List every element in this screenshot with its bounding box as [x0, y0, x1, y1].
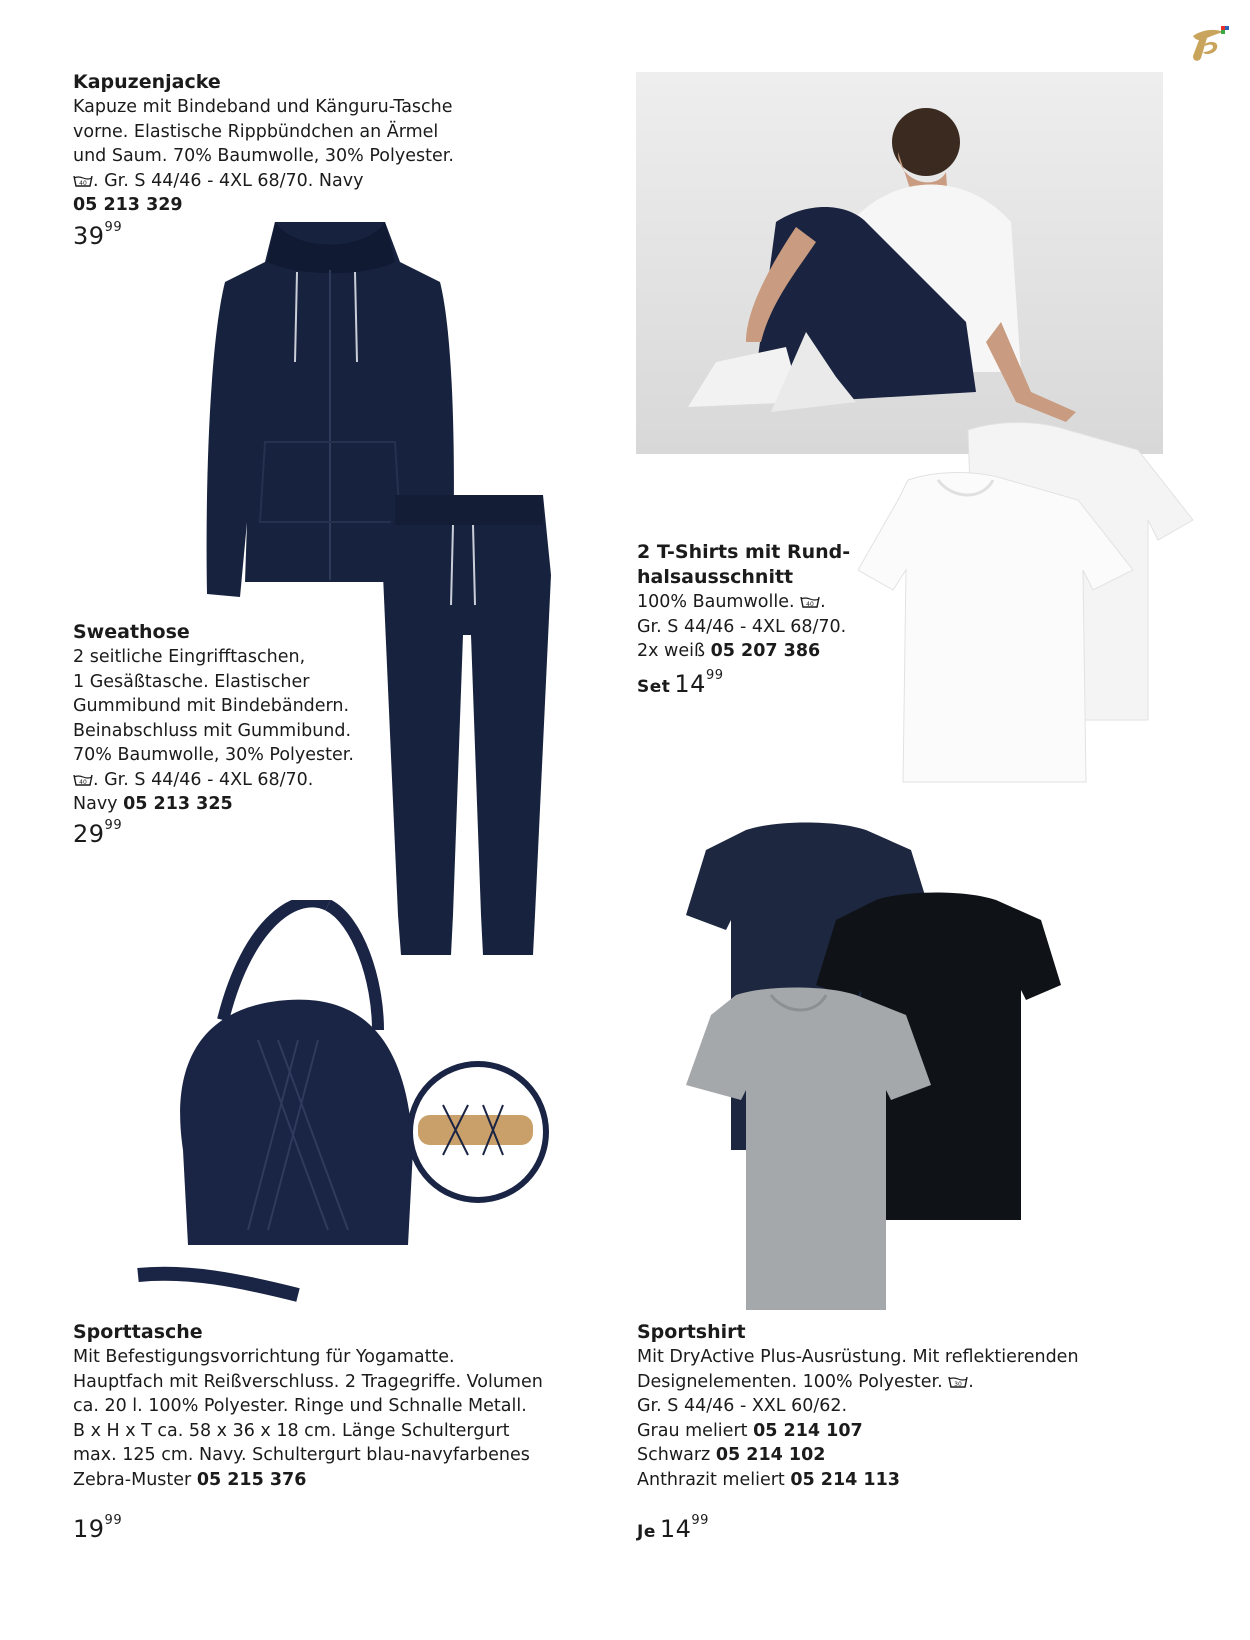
tshirts-article: 05 207 386 [710, 641, 821, 661]
sportbag-line-3: ca. 20 l. 100% Polyester. Ringe und Schnalle Metall. [73, 1396, 527, 1416]
pants-line-3: Gummibund mit Bindebändern. [73, 696, 350, 716]
wash-40-icon [73, 174, 93, 188]
hoodie-article: 05 213 329 [73, 195, 183, 215]
sportbag-line-5: max. 125 cm. Navy. Schultergurt blau-navyfarbenes [73, 1445, 530, 1465]
sportshirt-line-2: Designelementen. 100% Polyester. [637, 1371, 943, 1392]
hoodie-title: Kapuzenjacke [73, 71, 221, 93]
sportbag-line-1: Mit Befestigungsvorrichtung für Yogamatte. [73, 1347, 455, 1367]
hoodie-description [73, 70, 454, 218]
wash-40-icon [800, 595, 820, 609]
sportbag-description [73, 1320, 543, 1492]
sportbag-line-4: B x H x T ca. 58 x 36 x 18 cm. Länge Schultergurt [73, 1420, 510, 1441]
pants-description [73, 620, 354, 817]
pants-title: Sweathose [73, 621, 190, 643]
wash-30-icon [948, 1375, 968, 1389]
sportbag-article: 05 215 376 [196, 1469, 307, 1490]
tshirts-image [858, 420, 1203, 785]
pants-line-4: Beinabschluss mit Gummibund. [73, 720, 352, 741]
sportshirt-variant: Anthrazit meliert 05 214 113 [637, 1469, 900, 1490]
sportshirt-line-3: Gr. S 44/46 - XXL 60/62. [637, 1396, 848, 1416]
tshirts-line-2: Gr. S 44/46 - 4XL 68/70. [637, 616, 847, 637]
pants-article: 05 213 325 [123, 794, 233, 814]
pants-size: . Gr. S 44/46 - 4XL 68/70. [93, 769, 314, 790]
sportbag-last-line: Zebra-Muster [73, 1469, 192, 1490]
sportbag-price: $19^{99}$ [73, 1513, 123, 1543]
sportshirt-line-1: Mit DryActive Plus-Ausrüstung. Mit reflektierenden [637, 1347, 1079, 1367]
pants-line-2: 1 Gesäßtasche. Elastischer [73, 671, 310, 692]
hoodie-line-3: und Saum. 70% Baumwolle, 30% Polyester. [73, 146, 454, 166]
svg-text:40: 40 [79, 179, 87, 187]
model-photo [636, 72, 1163, 454]
svg-text:40: 40 [79, 778, 87, 786]
pants-image [383, 495, 553, 955]
sportshirts-image [686, 820, 1096, 1310]
hoodie-price: $39^{99}$ [73, 220, 123, 250]
pants-price: $29^{99}$ [73, 818, 123, 848]
tshirts-description: 2 T-Shirts mit Rund- halsausschnitt 100% Baumwolle. 40 . Gr. S 44/46 - 4XL 68/70. 2x weiß 05 207 386 [637, 541, 851, 661]
sportshirt-variant: Grau meliert 05 214 107 [637, 1420, 863, 1441]
sportshirt-title: Sportshirt [637, 1321, 746, 1343]
sportshirt-description: Sportshirt Mit DryActive Plus-Ausrüstung. Mit reflektierenden Designelementen. 100% Polyester. 30 . Gr. S 44/46 - XXL 60/62. Grau meliert 05 214 107 Schwarz 05 214 102 Anthrazit meliert 05 214 113 [637, 1320, 1079, 1492]
tshirts-line-1: 100% Baumwolle. [637, 592, 795, 612]
wash-40-icon [73, 773, 93, 787]
tshirts-title-2: halsausschnitt [637, 566, 794, 588]
pants-line-5: 70% Baumwolle, 30% Polyester. [73, 745, 354, 765]
svg-text:30: 30 [954, 1380, 963, 1388]
hoodie-size: . Gr. S 44/46 - 4XL 68/70. Navy [93, 170, 364, 191]
sportbag-line-2: Hauptfach mit Reißverschluss. 2 Tragegriffe. Volumen [73, 1371, 543, 1392]
tchibo-logo-icon [1185, 22, 1229, 66]
sportbag-title: Sporttasche [73, 1321, 203, 1343]
sportbag-image [128, 900, 558, 1340]
pants-color: Navy [73, 794, 118, 814]
tshirts-title-1: 2 T-Shirts mit Rund- [637, 541, 851, 563]
svg-text:40: 40 [806, 601, 814, 608]
tshirts-price: Set $14^{99}$ [637, 668, 724, 698]
sportshirt-variant: Schwarz 05 214 102 [637, 1445, 826, 1465]
hoodie-line-2: vorne. Elastische Rippbündchen an Ärmel [73, 121, 439, 142]
hoodie-line-1: Kapuze mit Bindeband und Känguru-Tasche [73, 97, 453, 117]
tshirts-color: 2x weiß [637, 641, 706, 661]
pants-line-1: 2 seitliche Eingrifftaschen, [73, 647, 306, 667]
sportshirt-price: Je $14^{99}$ [637, 1513, 709, 1543]
